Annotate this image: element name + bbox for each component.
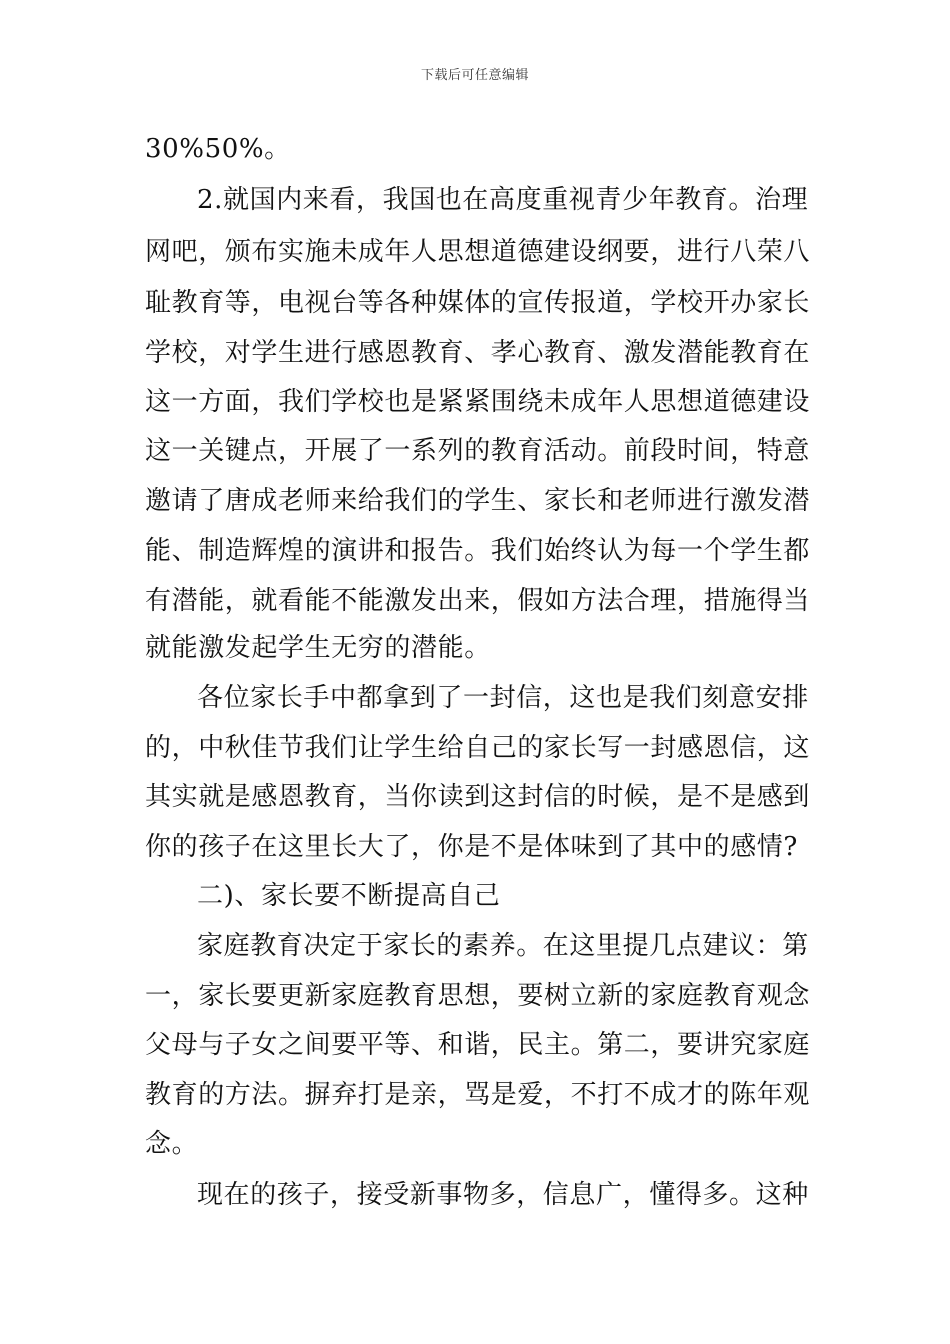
text-line: 有潜能，就看能不能激发出来，假如方法合理，措施得当 [145,586,811,616]
text-line: 耻教育等，电视台等各种媒体的宣传报道，学校开办家长 [145,288,811,318]
paragraph-first-line: 各位家长手中都拿到了一封信，这也是我们刻意安排 [197,683,809,713]
text-line: 念。 [145,1129,199,1159]
text-line: 父母与子女之间要平等、和谐，民主。第二，要讲究家庭 [145,1030,811,1060]
text-line: 其实就是感恩教育，当你读到这封信的时候，是不是感到 [145,782,811,812]
text-line: 30%50%。 [145,134,291,164]
text-line: 这一方面，我们学校也是紧紧围绕未成年人思想道德建设 [145,387,811,417]
text-line: 网吧，颁布实施未成年人思想道德建设纲要，进行八荣八 [145,237,811,267]
text-line: 你的孩子在这里长大了，你是不是体味到了其中的感情? [145,832,798,862]
paragraph-first-line: 现在的孩子，接受新事物多，信息广，懂得多。这种 [197,1180,809,1210]
text-line: 一，家长要更新家庭教育思想，要树立新的家庭教育观念 [145,981,811,1011]
text-line: 教育的方法。摒弃打是亲，骂是爱，不打不成才的陈年观 [145,1080,811,1110]
text-line: 就能激发起学生无穷的潜能。 [145,633,491,663]
text-line: 学校，对学生进行感恩教育、孝心教育、激发潜能教育在 [145,338,811,368]
section-heading: 二)、家长要不断提高自己 [197,881,501,911]
paragraph-first-line: 2.就国内来看，我国也在高度重视青少年教育。治理 [197,185,809,215]
text-line: 这一关键点，开展了一系列的教育活动。前段时间，特意 [145,436,811,466]
text-line: 的，中秋佳节我们让学生给自己的家长写一封感恩信，这 [145,733,811,763]
text-line: 能、制造辉煌的演讲和报告。我们始终认为每一个学生都 [145,536,811,566]
page-header: 下载后可任意编辑 [420,68,529,83]
paragraph-first-line: 家庭教育决定于家长的素养。在这里提几点建议：第 [197,931,809,961]
text-line: 邀请了唐成老师来给我们的学生、家长和老师进行激发潜 [145,486,811,516]
